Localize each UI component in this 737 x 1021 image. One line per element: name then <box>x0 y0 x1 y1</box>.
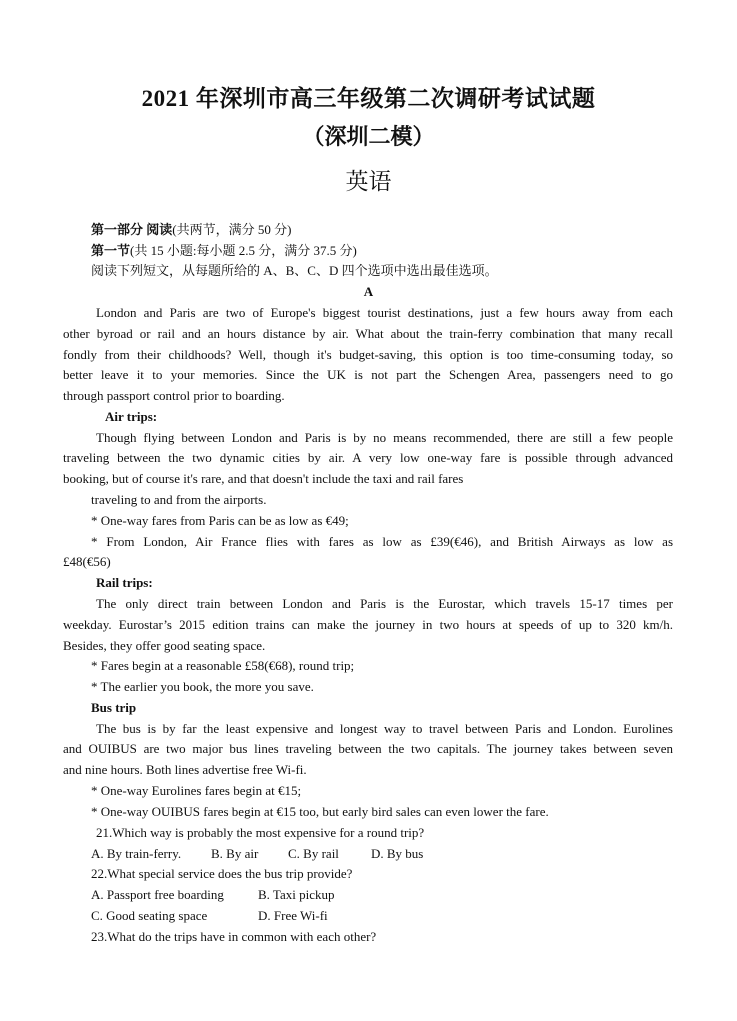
section-score: (共 15 小题:每小题 2.5 分，满分 37.5 分) <box>130 243 357 258</box>
part-score: (共两节，满分 50 分) <box>172 222 292 237</box>
paragraph-line: Besides, they offer good seating space. <box>63 638 266 653</box>
paragraph-line: booking, but of course it's rare, and that doesn't include the taxi and rail fares <box>63 471 464 486</box>
option-a[interactable]: A. Passport free boarding <box>91 887 224 902</box>
paragraph-line: The only direct train between London and Paris is the Eurostar, which travels 15-17 times per <box>96 596 673 611</box>
paragraph-line: other byroad or rail and an hours distance by air. What about the train-ferry combination that many recall <box>63 326 673 341</box>
bullet-item: * From London, Air France flies with fares as low as £39(€46), and British Airways as low as <box>91 534 673 549</box>
paragraph-line: weekday. Eurostar’s 2015 edition trains can make the journey in two hours at speeds of up to 320 km/h. <box>63 617 673 632</box>
paragraph-line: fondly from their childhoods? Well, though it's budget-saving, this option is too time-consuming today, so <box>63 347 673 362</box>
paragraph-line: and OUIBUS are two major bus lines traveling between the two capitals. The journey takes between seven <box>63 741 673 756</box>
paragraph-line: The bus is by far the least expensive and longest way to travel between Paris and London. Eurolines <box>96 721 673 736</box>
paragraph-line: better leave it to your memories. Since the UK is not part the Schengen Area, passengers need to go <box>63 367 673 382</box>
exam-title: 2021 年深圳市高三年级第二次调研考试试题 <box>141 86 596 111</box>
answer-options <box>91 846 423 862</box>
bullet-item: * Fares begin at a reasonable £58(€68), round trip; <box>91 658 355 673</box>
option-b[interactable]: B. Taxi pickup <box>258 887 335 902</box>
bullet-item: * The earlier you book, the more you save. <box>91 679 314 694</box>
instruction-text: 阅读下列短文，从每题所给的 A、B、C、D 四个选项中选出最佳选项。 <box>91 263 498 278</box>
rail-heading: Rail trips: <box>96 575 153 590</box>
option-c[interactable]: C. By rail <box>288 846 339 861</box>
bullet-item: * One-way fares from Paris can be as low as €49; <box>91 513 349 528</box>
paragraph-line: traveling to and from the airports. <box>91 492 267 507</box>
paragraph-line: traveling between the two dynamic cities by air. A very low one-way fare is possible through advanced <box>63 450 673 465</box>
part-heading <box>91 222 291 238</box>
answer-options <box>91 908 328 924</box>
option-d[interactable]: D. Free Wi-fi <box>258 908 328 923</box>
question-text: 21.Which way is probably the most expensive for a round trip? <box>96 825 425 840</box>
question-text: 22.What special service does the bus trip provide? <box>91 866 353 881</box>
section-heading <box>91 243 357 259</box>
paragraph-line: London and Paris are two of Europe's biggest tourist destinations, just a few hours away from each <box>96 305 673 320</box>
paragraph-line: and nine hours. Both lines advertise free Wi-fi. <box>63 762 307 777</box>
passage-letter: A <box>363 284 374 299</box>
exam-subtitle: （深圳二模） <box>302 124 435 149</box>
question-text: 23.What do the trips have in common with each other? <box>91 929 377 944</box>
section-label: 第一节 <box>91 243 131 258</box>
bullet-continuation: £48(€56) <box>63 554 111 569</box>
air-heading: Air trips: <box>105 409 158 424</box>
bullet-item: * One-way OUIBUS fares begin at €15 too, but early bird sales can even lower the fare. <box>91 804 549 819</box>
option-a[interactable]: A. By train-ferry. <box>91 846 182 861</box>
part-label: 第一部分 阅读 <box>91 222 173 237</box>
option-d[interactable]: D. By bus <box>371 846 424 861</box>
bullet-item: * One-way Eurolines fares begin at €15; <box>91 783 302 798</box>
option-b[interactable]: B. By air <box>211 846 259 861</box>
bus-heading: Bus trip <box>91 700 137 715</box>
answer-options <box>91 887 334 903</box>
option-c[interactable]: C. Good seating space <box>91 908 208 923</box>
paragraph-line: through passport control prior to boarding. <box>63 388 285 403</box>
paragraph-line: Though flying between London and Paris is by no means recommended, there are still a few people <box>96 430 673 445</box>
subject-heading: 英语 <box>345 169 392 194</box>
